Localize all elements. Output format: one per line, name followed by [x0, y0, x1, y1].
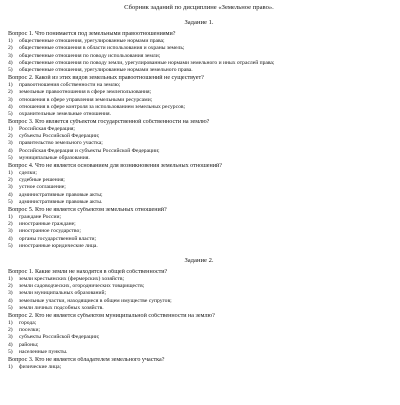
- answer-option-text: Российская Федерация;: [19, 126, 75, 133]
- answer-option: [8, 177, 390, 184]
- answer-option: [8, 342, 390, 349]
- question-block: [8, 269, 390, 312]
- answer-option-text: земли муниципальных образований;: [19, 290, 107, 297]
- answer-option-number: 4): [8, 103, 13, 110]
- answer-option: [8, 305, 390, 312]
- answer-option-text: субъекты Российской Федерации;: [19, 133, 100, 140]
- question-label: Вопрос 3. Кто не является обладателем земельного участка?: [8, 356, 165, 363]
- answer-option-text: правительство земельного участка;: [19, 140, 103, 147]
- answer-option-text: административные правовые акты.: [19, 198, 103, 205]
- answer-option-number: 1): [8, 364, 13, 371]
- answer-option-number: 1): [8, 38, 13, 45]
- answer-option-number: 5): [8, 66, 13, 73]
- question-block: [8, 207, 390, 250]
- answer-option-text: органы государственной власти;: [19, 235, 97, 242]
- answer-option-text: устное соглашение;: [19, 184, 66, 191]
- answer-option-number: 5): [8, 304, 13, 311]
- answer-option-number: 5): [8, 242, 13, 249]
- answer-option-text: охранительные земельные отношения.: [19, 110, 112, 117]
- answer-option: [8, 236, 390, 243]
- section-title: Задание 2.: [184, 256, 214, 264]
- question-label: Вопрос 1. Что понимается под земельными правоотношениями?: [8, 31, 176, 37]
- answer-option: [8, 133, 390, 140]
- answer-option-text: отношения в сфере контроля за использованием земельных ресурсов;: [19, 103, 186, 110]
- answer-option-number: 1): [8, 320, 13, 327]
- answer-option: [8, 276, 390, 283]
- answer-option: [8, 320, 390, 327]
- answer-option: [8, 184, 390, 191]
- answer-option: [8, 334, 390, 341]
- answer-option: [8, 89, 390, 96]
- answer-option: [8, 104, 390, 111]
- answer-option: [8, 214, 390, 221]
- question-block: [8, 31, 390, 74]
- answer-option: [8, 67, 390, 74]
- answer-option-text: Российская Федерация и субъекты Российской Федерации;: [19, 147, 160, 154]
- answer-option: [8, 243, 390, 250]
- answer-option-number: 2): [8, 89, 13, 96]
- answer-option-number: 1): [8, 82, 13, 89]
- answer-option-text: иностранные граждане;: [19, 221, 76, 228]
- answer-option-number: 4): [8, 59, 13, 66]
- answer-option-number: 2): [8, 133, 13, 140]
- answer-option: [8, 126, 390, 133]
- task-section: [8, 19, 390, 250]
- answer-option-text: общественные отношения, урегулированные нормами права;: [19, 38, 165, 45]
- document-title: Сборник заданий по дисциплине «Земельное право».: [124, 4, 274, 11]
- answer-option-number: 3): [8, 96, 13, 103]
- answer-option-text: населенные пункты.: [19, 348, 68, 355]
- answer-options: [8, 82, 390, 118]
- answer-option: [8, 111, 390, 118]
- answer-option-number: 2): [8, 177, 13, 184]
- answer-option-number: 2): [8, 221, 13, 228]
- question-label: Вопрос 2. Кто не является субъектом муниципальной собственности на землю?: [8, 312, 215, 319]
- answer-option-number: 1): [8, 170, 13, 177]
- answer-option-text: субъекты Российской Федерации;: [19, 334, 100, 341]
- answer-option-text: иностранные юридические лица.: [19, 242, 98, 249]
- task-section: [8, 257, 390, 371]
- answer-option-number: 2): [8, 327, 13, 334]
- answer-option-number: 1): [8, 126, 13, 133]
- question-block: [8, 119, 390, 162]
- answer-option-text: сделки;: [19, 170, 37, 177]
- answer-option: [8, 192, 390, 199]
- answer-option-number: 1): [8, 214, 13, 221]
- answer-option-text: физические лица;: [19, 364, 62, 371]
- question-label: Вопрос 5. Кто не является субъектом земельных отношений?: [8, 206, 167, 213]
- question-block: [8, 163, 390, 206]
- answer-option-text: земельные правоотношения в сфере землепользования;: [19, 89, 152, 96]
- answer-option-text: общественные отношения по поводу использования земли;: [19, 52, 161, 59]
- answer-option-number: 3): [8, 140, 13, 147]
- answer-option-text: земли садоводческих, огороднических товариществ;: [19, 283, 145, 290]
- answer-option: [8, 97, 390, 104]
- answer-option: [8, 290, 390, 297]
- answer-option-number: 2): [8, 283, 13, 290]
- answer-options: [8, 38, 390, 74]
- answer-options: [8, 170, 390, 206]
- answer-option: [8, 155, 390, 162]
- answer-option-text: поселки;: [19, 327, 41, 334]
- answer-options: [8, 364, 390, 371]
- answer-option-number: 4): [8, 297, 13, 304]
- answer-options: [8, 276, 390, 312]
- answer-option: [8, 199, 390, 206]
- answer-option-text: земли крестьянских (фермерских) хозяйств;: [19, 276, 125, 283]
- question-label: Вопрос 2. Какой из этих видов земельных правоотношений не существует?: [8, 74, 204, 81]
- answer-option-number: 3): [8, 52, 13, 59]
- sections-container: [8, 19, 390, 371]
- answer-option: [8, 221, 390, 228]
- answer-option-number: 5): [8, 348, 13, 355]
- answer-option-text: муниципальные образования.: [19, 154, 90, 161]
- question-label: Вопрос 4. Что не является основанием для возникновения земельных отношений?: [8, 162, 222, 169]
- answer-options: [8, 320, 390, 356]
- answer-option-text: районы;: [19, 341, 39, 348]
- answer-option: [8, 364, 390, 371]
- question-block: [8, 75, 390, 118]
- answer-option: [8, 228, 390, 235]
- question-block: [8, 313, 390, 356]
- answer-option-text: граждане России;: [19, 214, 62, 221]
- answer-option-text: отношения в сфере управления земельными ресурсами;: [19, 96, 153, 103]
- answer-option: [8, 170, 390, 177]
- answer-option-number: 5): [8, 154, 13, 161]
- answer-option-text: общественные отношения по поводу земли, урегулированные нормами земельного и иных отраслей права;: [19, 59, 275, 66]
- answer-option-number: 4): [8, 147, 13, 154]
- answer-option: [8, 327, 390, 334]
- answer-option: [8, 38, 390, 45]
- answer-option: [8, 82, 390, 89]
- answer-option-number: 2): [8, 45, 13, 52]
- answer-option: [8, 53, 390, 60]
- answer-option-number: 4): [8, 191, 13, 198]
- answer-option-text: правоотношения собственности на землю;: [19, 82, 121, 89]
- answer-option: [8, 298, 390, 305]
- answer-option-text: земли личных подсобных хозяйств.: [19, 304, 104, 311]
- question-label: Вопрос 3. Кто является субъектом государственной собственности на землю?: [8, 118, 210, 125]
- question-block: [8, 357, 390, 371]
- section-title: Задание 1.: [184, 19, 214, 26]
- answer-options: [8, 214, 390, 250]
- answer-option: [8, 148, 390, 155]
- answer-option-number: 3): [8, 228, 13, 235]
- answer-option-number: 5): [8, 198, 13, 205]
- answer-option: [8, 140, 390, 147]
- question-label: Вопрос 1. Какие земли не находятся в общей собственности?: [8, 268, 168, 275]
- answer-option-number: 4): [8, 235, 13, 242]
- answer-options: [8, 126, 390, 162]
- answer-option: [8, 349, 390, 356]
- answer-option-number: 4): [8, 341, 13, 348]
- answer-option-text: города;: [19, 320, 37, 327]
- answer-option: [8, 60, 390, 67]
- answer-option-text: общественные отношения в области использования и охраны земель;: [19, 45, 185, 52]
- answer-option-number: 1): [8, 276, 13, 283]
- answer-option: [8, 45, 390, 52]
- answer-option-text: административные правовые акты;: [19, 191, 103, 198]
- answer-option-number: 3): [8, 184, 13, 191]
- answer-option-number: 3): [8, 290, 13, 297]
- answer-option-text: общественные отношения, урегулированные нормами земельного права.: [19, 66, 193, 73]
- answer-option-number: 3): [8, 334, 13, 341]
- answer-option-text: судебные решения;: [19, 177, 65, 184]
- answer-option-text: земельные участки, находящиеся в общем имуществе супругов;: [19, 297, 172, 304]
- answer-option: [8, 283, 390, 290]
- answer-option-number: 5): [8, 110, 13, 117]
- answer-option-text: иностранное государство;: [19, 228, 81, 235]
